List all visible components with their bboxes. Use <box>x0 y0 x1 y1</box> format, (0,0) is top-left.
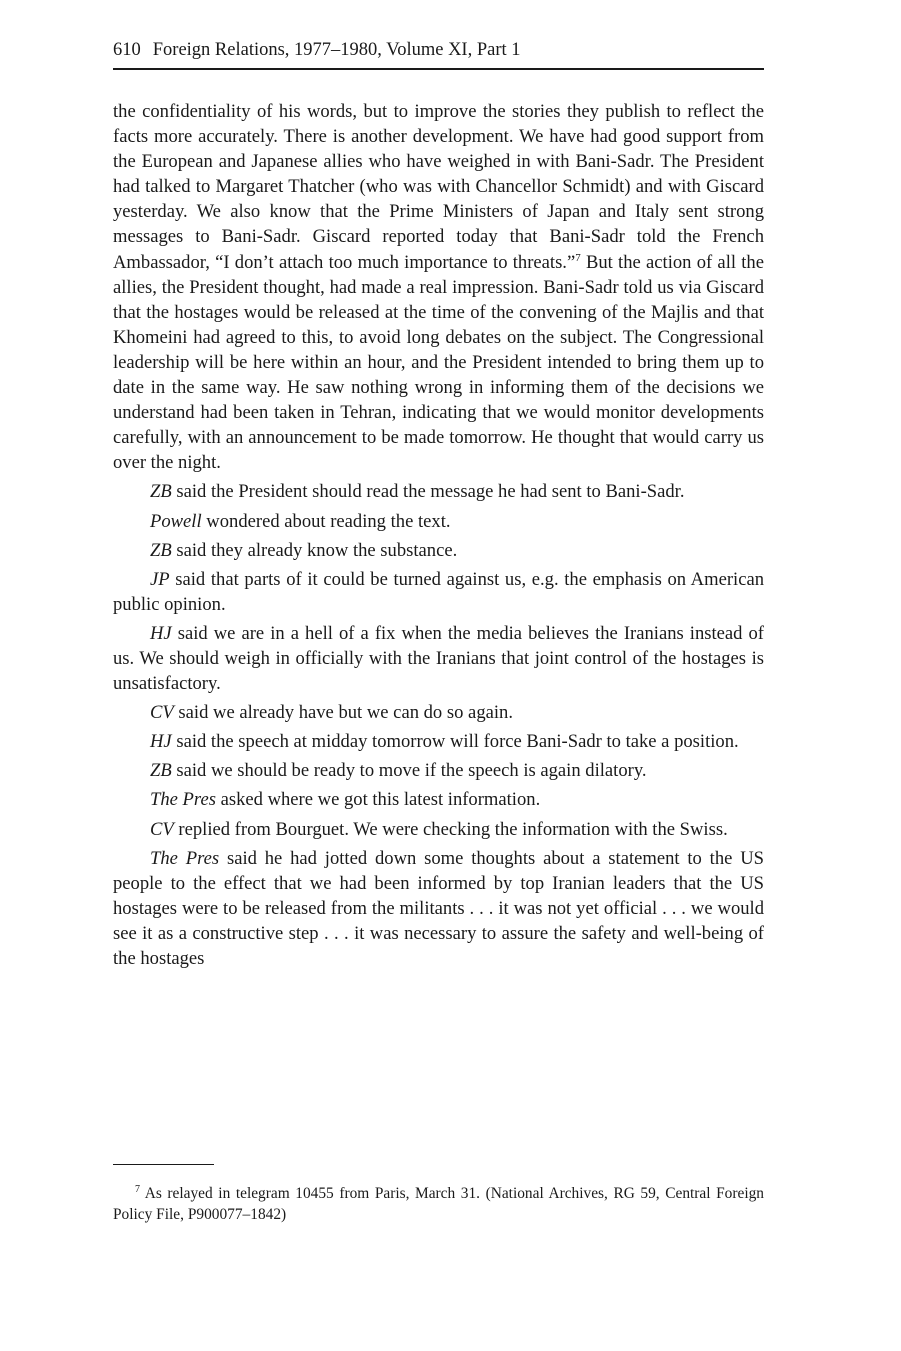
paragraph <box>113 621 764 696</box>
paragraph-text: the confidentiality of his words, but to improve the stories they publish to reflect the facts more accurately. There is another development. We have had good support from the European and Japanese allies who have weighed in with Bani-Sadr. The President had talked to Margaret Thatcher (who was with Chancellor Schmidt) and with Giscard yesterday. We also know that the Prime Ministers of Japan and Italy sent strong messages to Bani-Sadr. Giscard reported today that Bani-Sadr told the French Ambassador, “I don’t attach too much importance to threats.” <box>113 101 764 273</box>
paragraph <box>113 700 764 725</box>
speaker: ZB <box>150 539 172 561</box>
paragraph <box>113 567 764 617</box>
footnote-rule <box>113 1164 214 1165</box>
header-rule <box>113 68 764 70</box>
paragraph-text: said we are in a hell of a fix when the media believes the Iranians instead of us. We should weigh in officially with the Iranians that joint control of the hostages is unsatisfactory. <box>113 622 764 695</box>
paragraph <box>113 846 764 971</box>
footnote <box>113 1184 764 1225</box>
paragraph <box>113 817 764 842</box>
paragraph <box>113 509 764 534</box>
running-head <box>113 38 764 62</box>
running-head-title: Foreign Relations, 1977–1980, Volume XI, Part 1 <box>152 40 521 60</box>
footnote-text: As relayed in telegram 10455 from Paris, March 31. (National Archives, RG 59, Central Foreign Policy File, P900077–1842) <box>113 1185 764 1223</box>
paragraph-text: said he had jotted down some thoughts about a statement to the US people to the effect that we had been informed by top Iranian leaders that the US hostages were to be released from the militants . . . it was not yet official . . . we would see it as a constructive step . . . it was necessary to assure the safety and well-being of the hostages <box>113 847 764 969</box>
paragraph <box>113 787 764 812</box>
paragraph <box>113 99 764 475</box>
speaker: CV <box>150 818 174 840</box>
paragraph-text: said we already have but we can do so again. <box>173 702 513 724</box>
paragraph <box>113 729 764 754</box>
paragraph-text: But the action of all the allies, the President thought, had made a real impression. Bani-Sadr told us via Giscard that the hostages would be released at the time of the convening of the Majlis and that Khomeini had agreed to this, to avoid long debates on the subject. The Congressional leadership will be here within an hour, and the President intended to bring them up to date in the same way. He saw nothing wrong in informing them of the decisions we understand had been taken in Tehran, indicating that we would monitor developments carefully, with an announcement to be made tomorrow. He thought that would carry us over the night. <box>113 251 764 474</box>
body-text <box>113 99 764 975</box>
paragraph-text: said we should be ready to move if the speech is again dilatory. <box>171 760 647 782</box>
paragraph-text: said they already know the substance. <box>171 539 458 561</box>
paragraph-text: said the speech at midday tomorrow will force Bani-Sadr to take a position. <box>171 731 739 753</box>
speaker: HJ <box>150 622 172 644</box>
footnote-marker: 7 <box>135 1183 140 1195</box>
speaker: CV <box>150 702 174 724</box>
paragraph-text: asked where we got this latest information. <box>215 789 541 811</box>
speaker: ZB <box>150 760 172 782</box>
paragraph-text: replied from Bourguet. We were checking the information with the Swiss. <box>173 818 728 840</box>
speaker: JP <box>150 568 170 590</box>
speaker: HJ <box>150 731 172 753</box>
speaker: Powell <box>150 510 202 532</box>
paragraph <box>113 758 764 783</box>
speaker: The Pres <box>150 847 220 869</box>
speaker: ZB <box>150 481 172 503</box>
paragraph-text: said that parts of it could be turned against us, e.g. the emphasis on American public opinion. <box>113 568 764 615</box>
footnote-reference: 7 <box>575 251 581 264</box>
paragraph <box>113 538 764 563</box>
speaker: The Pres <box>150 789 216 811</box>
page-number: 610 <box>113 40 141 60</box>
paragraph <box>113 479 764 504</box>
paragraph-text: said the President should read the message he had sent to Bani-Sadr. <box>171 481 685 503</box>
paragraph-text: wondered about reading the text. <box>201 510 451 532</box>
